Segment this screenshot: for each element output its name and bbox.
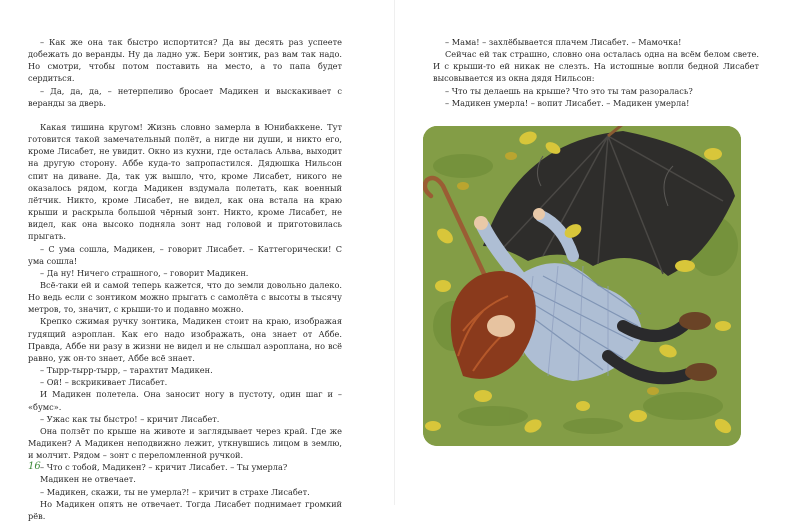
paragraph: – Да ну! Ничего страшного, – говорит Мадикен. xyxy=(40,267,249,278)
paragraph: – Мадикен, скажи, ты не умерла?! – кричит в страхе Лисабет. xyxy=(40,486,310,497)
left-page xyxy=(0,0,395,521)
left-text-column xyxy=(28,36,342,522)
paragraph: И Мадикен полетела. Она заносит ногу в пустоту, один шаг и – «бумс». xyxy=(28,389,342,412)
paragraph: – Мама! – захлёбывается плачем Лисабет. – Мамочка! xyxy=(445,37,682,47)
page-number: 16 xyxy=(28,461,41,472)
paragraph: Крепко сжимая ручку зонтика, Мадикен стоит на краю, изображая гудящий аэроплан. Как его надо изображать, она знает от Аббе. Правда, Аббе ни разу в жизни не видел и не слышал аэроплана, но всё равно, уж он-то знает, Аббе всё знает. xyxy=(28,316,342,363)
illustration-girl-with-umbrella xyxy=(423,126,741,446)
paragraph: – Мадикен умерла! – вопит Лисабет. – Мадикен умерла! xyxy=(445,97,690,108)
paragraph: Она ползёт по крыше на животе и заглядывает через край. Где же Мадикен? А Мадикен неподвижно лежит, уткнувшись лицом в землю, и молчит. Рядом – зонт с переломленной ручкой. xyxy=(28,425,342,461)
paragraph: – С ума сошла, Мадикен, – говорит Лисабет. – Каттегорически! С ума сошла! xyxy=(28,243,342,266)
paragraph: – Что ты делаешь на крыше? Что это ты там разоралась? xyxy=(445,85,693,96)
paragraph: – Да, да, да, – нетерпеливо бросает Мадикен и выскакивает с веранды за дверь. xyxy=(28,85,342,108)
paragraph: Всё-таки ей и самой теперь кажется, что до земли довольно далеко. Но ведь если с зонтиком можно прыгать с самолёта с высоты в тысячу метров, то, значит, с крыши-то и подавно можно. xyxy=(28,279,342,315)
paragraph: Но Мадикен опять не отвечает. Тогда Лисабет поднимает громкий рёв. xyxy=(28,498,342,521)
paragraph: – Тырр-тырр-тырр, – тарахтит Мадикен. xyxy=(40,365,213,376)
paragraph: Сейчас ей так страшно, словно она осталась одна на всём белом свете. И с крыши-то ей никак не слезть. На истошные вопли бедной Лисабет высовывается из окна дядя Нильсон: xyxy=(433,49,759,84)
paragraph: – Ой! – вскрикивает Лисабет. xyxy=(40,377,168,388)
paragraph: Какая тишина кругом! Жизнь словно замерла в Юнибаккене. Тут готовится такой замечательный полёт, а нигде ни души, и никто его, кроме Лисабет, не увидит. Окно из кухни, где осталась Альва, выходит на другую сторону. Аббе куда-то запропастился. Дядюшка Нильсон спит на диване. Да, так уж вышло, что, кроме Лисабет, никого не оказалось рядом, когда Мадикен вздумала полетать, как военный лётчик. Никто, кроме Лисабет, не видел, как она встала на краю крыши и раскрыла большой чёрный зонт. Никто, кроме Лисабет, не видел, как она высоко подняла зонт над головой и приготовилась прыгать. xyxy=(28,121,342,242)
paragraph: – Как же она так быстро испортится? Да вы десять раз успеете добежать до веранды. Ну да ладно уж. Бери зонтик, раз вам так надо. Но смотри, чтобы потом поставить на место, а то папа будет сердиться. xyxy=(28,37,342,84)
right-text-column xyxy=(433,36,759,109)
paragraph: – Что с тобой, Мадикен? – кричит Лисабет. – Ты умерла? xyxy=(40,462,288,473)
paragraph: – Ужас как ты быстро! – кричит Лисабет. xyxy=(40,413,220,424)
paragraph: Мадикен не отвечает. xyxy=(40,474,136,485)
